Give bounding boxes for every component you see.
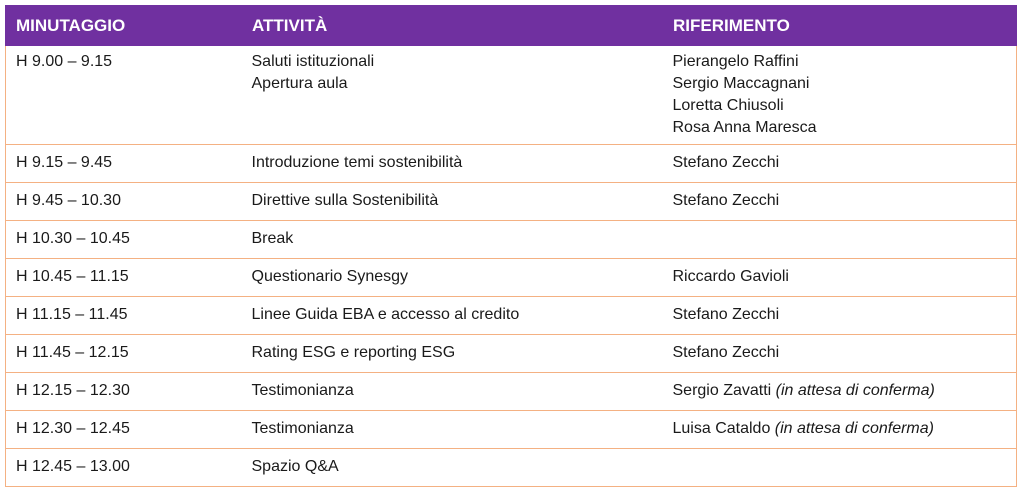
reference-note: (in attesa di conferma) xyxy=(774,420,934,437)
header-activity: ATTIVITÀ xyxy=(242,6,663,46)
reference-cell: Stefano Zecchi xyxy=(663,335,1017,373)
table-row xyxy=(6,259,1017,297)
table-row xyxy=(6,145,1017,183)
table-row xyxy=(6,335,1017,373)
time-cell: H 12.30 – 12.45 xyxy=(6,411,242,449)
reference-line: Sergio Maccagnani xyxy=(672,75,810,92)
table-row xyxy=(6,221,1017,259)
table-row xyxy=(6,411,1017,449)
activity-cell: Break xyxy=(242,221,663,259)
activity-cell: Questionario Synesgy xyxy=(242,259,663,297)
reference-cell: Stefano Zecchi xyxy=(663,145,1017,183)
activity-cell: Testimonianza xyxy=(242,373,663,411)
activity-line: Saluti istituzionali xyxy=(251,53,375,70)
table-row xyxy=(6,46,1017,145)
reference-cell xyxy=(663,411,1017,449)
activity-cell: Testimonianza xyxy=(242,411,663,449)
reference-note: (in attesa di conferma) xyxy=(775,382,935,399)
reference-cell xyxy=(663,46,1017,145)
time-cell: H 12.15 – 12.30 xyxy=(6,373,242,411)
activity-line: Apertura aula xyxy=(251,75,348,92)
table-row xyxy=(6,183,1017,221)
reference-cell xyxy=(663,221,1017,259)
activity-cell: Linee Guida EBA e accesso al credito xyxy=(242,297,663,335)
time-cell: H 12.45 – 13.00 xyxy=(6,449,242,487)
activity-cell xyxy=(242,46,663,145)
activity-cell: Rating ESG e reporting ESG xyxy=(242,335,663,373)
table-row xyxy=(6,373,1017,411)
reference-cell: Riccardo Gavioli xyxy=(663,259,1017,297)
time-cell: H 10.30 – 10.45 xyxy=(6,221,242,259)
reference-cell xyxy=(663,449,1017,487)
time-cell: H 9.00 – 9.15 xyxy=(6,46,242,145)
reference-line: Rosa Anna Maresca xyxy=(672,119,817,136)
reference-cell: Stefano Zecchi xyxy=(663,183,1017,221)
table-row xyxy=(6,449,1017,487)
header-reference: RIFERIMENTO xyxy=(663,6,1017,46)
time-cell: H 9.45 – 10.30 xyxy=(6,183,242,221)
header-time: MINUTAGGIO xyxy=(6,6,242,46)
activity-cell: Direttive sulla Sostenibilità xyxy=(242,183,663,221)
reference-name: Sergio Zavatti xyxy=(672,382,776,399)
time-cell: H 11.15 – 11.45 xyxy=(6,297,242,335)
activity-cell: Introduzione temi sostenibilità xyxy=(242,145,663,183)
reference-cell xyxy=(663,373,1017,411)
activity-cell: Spazio Q&A xyxy=(242,449,663,487)
reference-name: Luisa Cataldo xyxy=(672,420,775,437)
time-cell: H 9.15 – 9.45 xyxy=(6,145,242,183)
table-row xyxy=(6,297,1017,335)
header-row xyxy=(6,6,1017,46)
reference-cell: Stefano Zecchi xyxy=(663,297,1017,335)
time-cell: H 10.45 – 11.15 xyxy=(6,259,242,297)
reference-line: Loretta Chiusoli xyxy=(672,97,784,114)
time-cell: H 11.45 – 12.15 xyxy=(6,335,242,373)
reference-line: Pierangelo Raffini xyxy=(672,53,799,70)
agenda-table xyxy=(5,5,1017,487)
